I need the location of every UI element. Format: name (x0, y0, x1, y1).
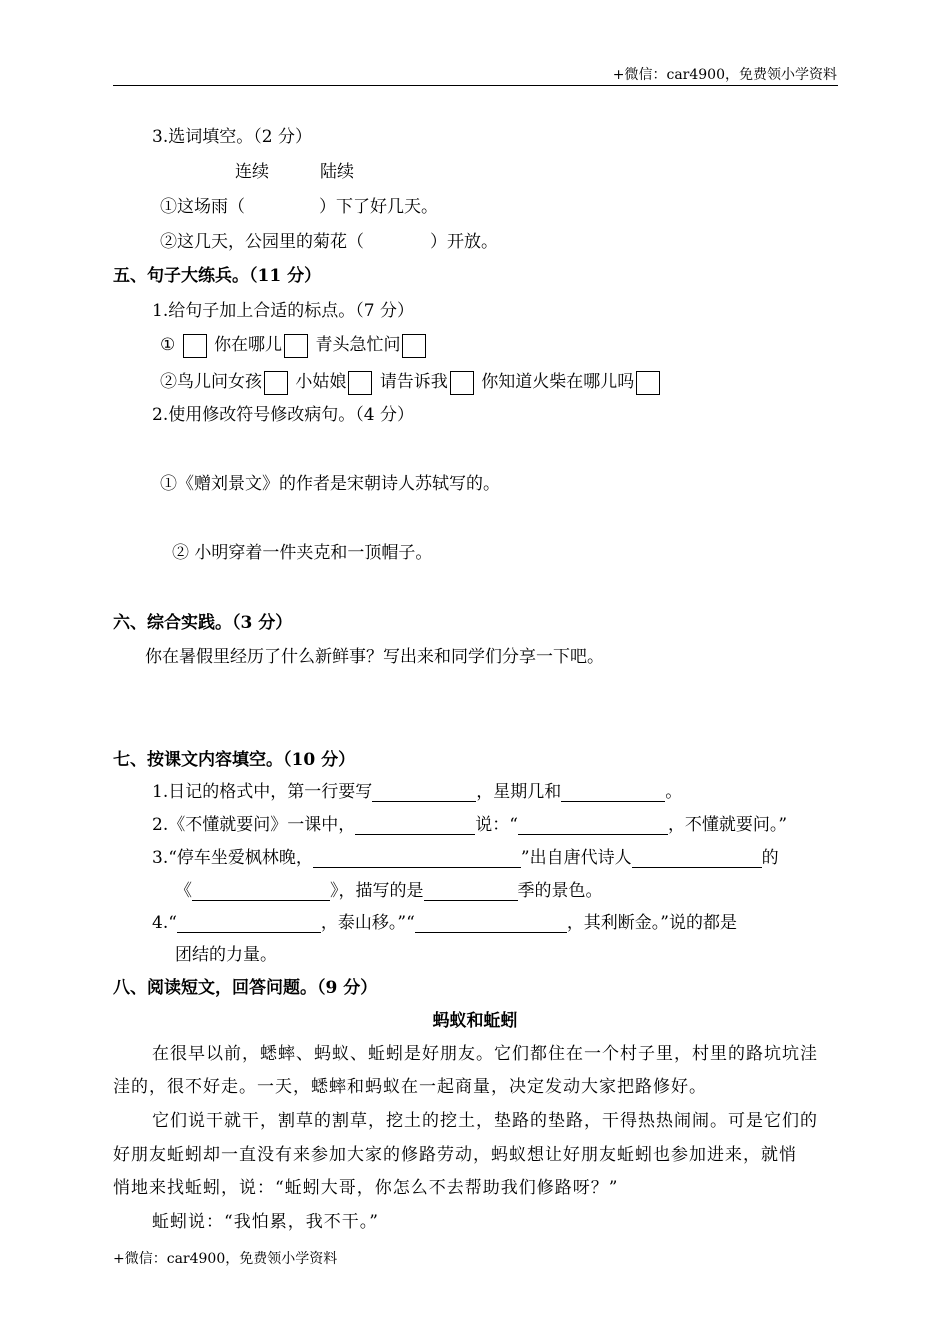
punct-box-7[interactable] (636, 371, 660, 395)
blank-proverb-1[interactable] (177, 914, 321, 933)
sec5-q2: 2.使用修改符号修改病句。（4 分） (152, 405, 414, 425)
sec5-i1: ①《赠刘景文》的作者是宋朝诗人苏轼写的。 (160, 474, 500, 494)
story-p2-line1: 它们说干就干，割草的割草，挖土的挖土，垫路的垫路，干得热热闹闹。可是它们的 (152, 1111, 818, 1131)
sec7-line-4 (152, 908, 737, 933)
l3-b: ”出自唐代诗人 (520, 848, 632, 868)
q3-item-2-post: ）开放。 (430, 232, 498, 252)
l1-b: ，星期几和 (476, 782, 562, 802)
s1-b: 青头急忙问 (315, 335, 401, 355)
punct-box-5[interactable] (348, 371, 372, 395)
blank-diary-line1[interactable] (372, 783, 476, 802)
l4-a: 4.“ (152, 913, 177, 933)
footer-text: +微信：car4900，免费领小学资料 (113, 1251, 338, 1267)
sec6-prompt: 你在暑假里经历了什么新鲜事？写出来和同学们分享一下吧。 (145, 647, 604, 667)
s2-d: 你知道火柴在哪儿吗 (481, 372, 635, 392)
s1-num: ① (160, 335, 176, 355)
story-p2-line3: 悄地来找蚯蚓，说：“蚯蚓大哥，你怎么不去帮助我们修路呀？” (113, 1178, 619, 1198)
s1-a: 你在哪儿 (214, 335, 283, 355)
story-p3: 蚯蚓说：“我怕累，我不干。” (152, 1212, 379, 1232)
sec5-i2: ② 小明穿着一件夹克和一顶帽子。 (172, 543, 433, 563)
story-p1-line1: 在很早以前，蟋蟀、蚂蚁、蚯蚓是好朋友。它们都住在一个村子里，村里的路坑坑洼 (152, 1044, 818, 1064)
q3-item-2-pre: ②这几天，公园里的菊花（ (160, 232, 364, 252)
sec7-line-3b (175, 876, 603, 901)
s2-c: 请告诉我 (379, 372, 448, 392)
blank-poet[interactable] (632, 849, 762, 868)
sec5-s1 (160, 330, 428, 358)
sec7-title: 七、按课文内容填空。（10 分） (113, 750, 356, 770)
header-rule (113, 85, 838, 86)
sec7-line-2 (152, 810, 787, 835)
s2-a: ②鸟儿问女孩 (160, 372, 262, 392)
l3-a: 3.“停车坐爱枫林晚， (152, 848, 313, 868)
blank-quote[interactable] (518, 816, 668, 835)
sec6-title: 六、综合实践。（3 分） (113, 613, 293, 633)
sec5-q1: 1.给句子加上合适的标点。（7 分） (152, 301, 414, 321)
q3-word-2: 陆续 (320, 162, 354, 182)
sec5-s2 (160, 367, 662, 395)
blank-poem-title[interactable] (192, 882, 330, 901)
header-text: +微信：car4900，免费领小学资料 (612, 67, 837, 83)
l3-d: 《 (175, 881, 192, 901)
punct-box-1[interactable] (183, 334, 207, 358)
q3-item-1-pre: ①这场雨（ (160, 197, 245, 217)
l2-a: 2.《不懂就要问》一课中， (152, 815, 356, 835)
l2-c: ，不懂就要问。” (667, 815, 788, 835)
l3-e: 》，描写的是 (330, 881, 424, 901)
l4-c: ，其利断金。”说的都是 (566, 913, 738, 933)
story-p2-line2: 好朋友蚯蚓却一直没有来参加大家的修路劳动，蚂蚁想让好朋友蚯蚓也参加进来，就悄 (113, 1145, 797, 1165)
l3-c: 的 (761, 848, 779, 868)
l2-b: 说：“ (475, 815, 518, 835)
l1-c: 。 (665, 782, 683, 802)
l1-a: 1.日记的格式中，第一行要写 (152, 782, 373, 802)
blank-diary-weather[interactable] (561, 783, 665, 802)
sec7-line-1 (152, 777, 682, 802)
punct-box-6[interactable] (450, 371, 474, 395)
q3-word-1: 连续 (235, 162, 269, 182)
punct-box-2[interactable] (284, 334, 308, 358)
sec7-line-3 (152, 843, 779, 868)
punct-box-4[interactable] (264, 371, 288, 395)
q3-item-1 (160, 192, 438, 217)
sec8-title: 八、阅读短文，回答问题。（9 分） (113, 978, 378, 998)
l4-b: ，泰山移。”“ (320, 913, 415, 933)
sec5-title: 五、句子大练兵。（11 分） (113, 266, 322, 286)
blank-proverb-2[interactable] (415, 914, 567, 933)
l3-f: 季的景色。 (517, 881, 603, 901)
sec7-line-4b: 团结的力量。 (175, 945, 277, 965)
punct-box-3[interactable] (402, 334, 426, 358)
q3-item-1-post: ）下了好几天。 (319, 197, 438, 217)
blank-speaker[interactable] (355, 816, 475, 835)
blank-season[interactable] (424, 882, 518, 901)
q3-title: 3.选词填空。（2 分） (152, 127, 312, 147)
story-title: 蚂蚁和蚯蚓 (432, 1011, 518, 1031)
s2-b: 小姑娘 (295, 372, 347, 392)
story-p1-line2: 洼的，很不好走。一天，蟋蟀和蚂蚁在一起商量，决定发动大家把路修好。 (113, 1077, 707, 1097)
q3-item-2 (160, 227, 498, 252)
blank-poem-line[interactable] (313, 849, 521, 868)
